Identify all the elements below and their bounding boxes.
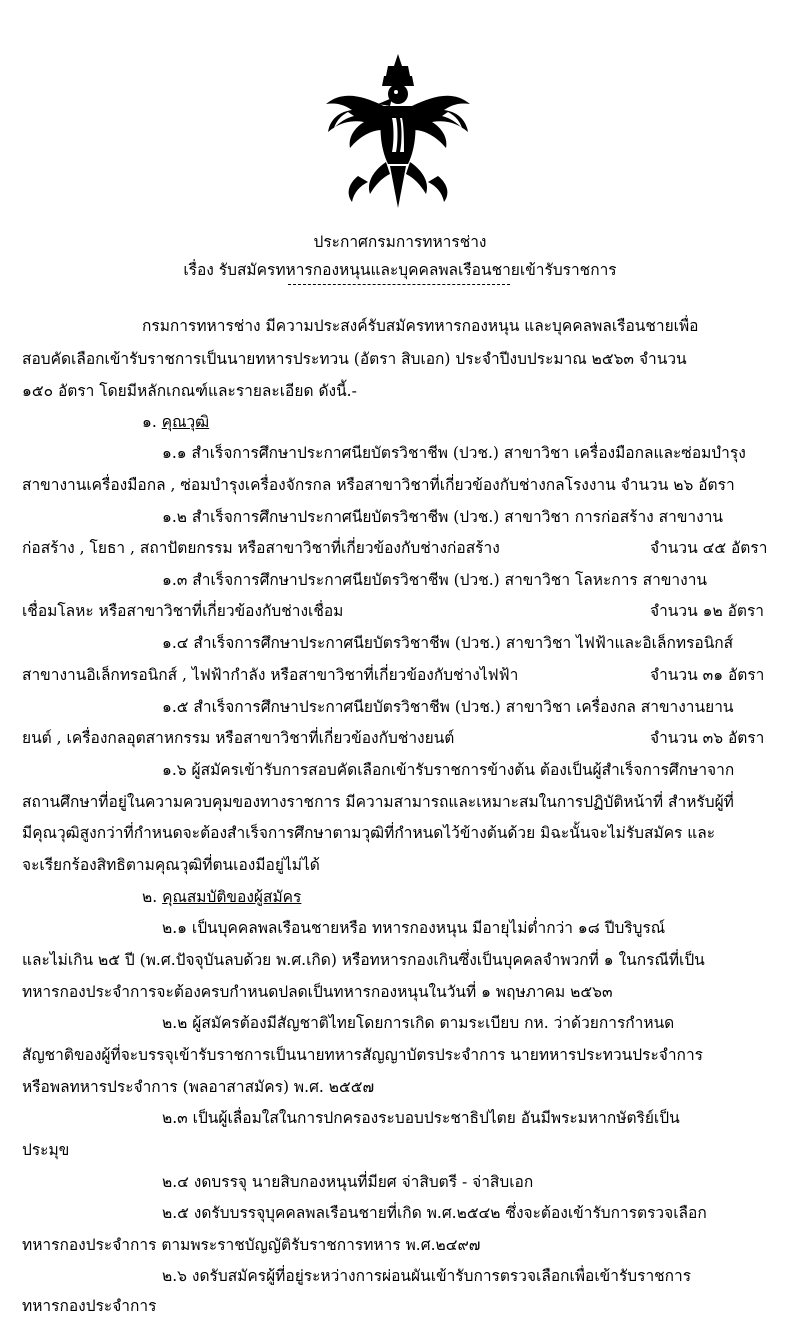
- item-2-6-line-1: ๒.๖ งดรับสมัครผู้ที่อยู่ระหว่างการผ่อนผันเข้ารับการตรวจเลือกเพื่อเข้ารับราชการ: [162, 1267, 692, 1285]
- item-1-6-line-3: มีคุณวุฒิสูงกว่าที่กำหนดจะต้องสำเร็จการศึกษาตามวุฒิที่กำหนดไว้ข้างต้นด้วย มิฉะนั้นจะไม่รับสมัคร และ: [22, 824, 716, 842]
- item-1-2-count: จำนวน ๔๕ อัตรา: [650, 539, 768, 557]
- section-2-title: คุณสมบัติของผู้สมัคร: [162, 888, 302, 906]
- item-1-3-count: จำนวน ๑๒ อัตรา: [650, 602, 764, 620]
- item-2-4-line-1: ๒.๔ งดบรรจุ นายสิบกองหนุนที่มียศ จ่าสิบตรี - จ่าสิบเอก: [162, 1173, 534, 1191]
- item-1-6-line-4: จะเรียกร้องสิทธิตามคุณวุฒิที่ตนเองมีอยู่ไม่ได้: [22, 856, 320, 874]
- item-2-2-line-3: หรือพลทหารประจำการ (พลอาสาสมัคร) พ.ศ. ๒๕๕๗: [22, 1078, 375, 1096]
- section-1-title: คุณวุฒิ: [161, 413, 210, 431]
- title-separator: [288, 284, 510, 285]
- item-2-3-line-2: ประมุข: [22, 1141, 70, 1159]
- section-1-number: ๑.: [142, 413, 157, 431]
- item-1-1-line-1: ๑.๑ สำเร็จการศึกษาประกาศนียบัตรวิชาชีพ (ปวช.) สาขาวิชา เครื่องมือกลและซ่อมบำรุง: [162, 444, 746, 462]
- item-2-2-line-2: สัญชาติของผู้ที่จะบรรจุเข้ารับราชการเป็นนายทหารสัญญาบัตรประจำการ นายทหารประทวนประจำการ: [22, 1046, 703, 1064]
- item-2-5-line-2: ทหารกองประจำการ ตามพระราชบัญญัติรับราชการทหาร พ.ศ.๒๔๙๗: [22, 1236, 481, 1254]
- item-2-1-line-3: ทหารกองประจำการจะต้องครบกำหนดปลดเป็นทหารกองหนุนในวันที่ ๑ พฤษภาคม ๒๕๖๓: [22, 983, 613, 1001]
- intro-line-3: ๑๕๐ อัตรา โดยมีหลักเกณฑ์และรายละเอียด ดังนี้.-: [22, 382, 357, 400]
- item-2-3-line-1: ๒.๓ เป็นผู้เลื่อมใสในการปกครองระบอบประชาธิปไตย อันมีพระมหากษัตริย์เป็น: [162, 1109, 680, 1127]
- item-1-2-line-2: ก่อสร้าง , โยธา , สถาปัตยกรรม หรือสาขาวิชาที่เกี่ยวข้องกับช่างก่อสร้าง: [22, 539, 500, 557]
- announcement-title: ประกาศกรมการทหารช่าง: [313, 233, 487, 251]
- item-1-5-line-2: ยนต์ , เครื่องกลอุตสาหกรรม หรือสาขาวิชาที่เกี่ยวข้องกับช่างยนต์: [22, 729, 455, 747]
- item-1-6-line-2: สถานศึกษาที่อยู่ในความควบคุมของทางราชการ มีความสามารถและเหมาะสมในการปฏิบัติหน้าที่ สำหรับผู้ที่: [22, 793, 734, 811]
- intro-line-2: สอบคัดเลือกเข้ารับราชการเป็นนายทหารประทวน (อัตรา สิบเอก) ประจำปีงบประมาณ ๒๕๖๓ จำนวน: [22, 350, 687, 368]
- item-2-6-line-2: ทหารกองประจำการ: [22, 1297, 157, 1315]
- item-1-4-line-2: สาขางานอิเล็กทรอนิกส์ , ไฟฟ้ากำลัง หรือสาขาวิชาที่เกี่ยวข้องกับช่างไฟฟ้า: [22, 666, 519, 684]
- item-1-6-line-1: ๑.๖ ผู้สมัครเข้ารับการสอบคัดเลือกเข้ารับราชการข้างต้น ต้องเป็นผู้สำเร็จการศึกษาจาก: [162, 761, 735, 779]
- item-1-4-line-1: ๑.๔ สำเร็จการศึกษาประกาศนียบัตรวิชาชีพ (ปวช.) สาขาวิชา ไฟฟ้าและอิเล็กทรอนิกส์: [162, 634, 734, 652]
- item-1-3-line-1: ๑.๓ สำเร็จการศึกษาประกาศนียบัตรวิชาชีพ (ปวช.) สาขาวิชา โลหะการ สาขางาน: [162, 571, 707, 589]
- item-1-1-line-2: สาขางานเครื่องมือกล , ซ่อมบำรุงเครื่องจักรกล หรือสาขาวิชาที่เกี่ยวข้องกับช่างกลโรงงาน จำนวน ๒๖ อัตรา: [22, 476, 735, 494]
- item-2-5-line-1: ๒.๕ งดรับบรรจุบุคคลพลเรือนชายที่เกิด พ.ศ.๒๕๔๒ ซึ่งจะต้องเข้ารับการตรวจเลือก: [162, 1204, 707, 1222]
- section-2-heading: [142, 887, 301, 907]
- item-1-5-count: จำนวน ๓๖ อัตรา: [650, 729, 765, 747]
- garuda-emblem-icon: [318, 52, 478, 212]
- section-2-number: ๒.: [142, 888, 158, 906]
- item-1-3-line-2: เชื่อมโลหะ หรือสาขาวิชาที่เกี่ยวข้องกับช่างเชื่อม: [22, 602, 344, 620]
- item-1-2-line-1: ๑.๒ สำเร็จการศึกษาประกาศนียบัตรวิชาชีพ (ปวช.) สาขาวิชา การก่อสร้าง สาขางาน: [162, 508, 724, 526]
- announcement-subject: เรื่อง รับสมัครทหารกองหนุนและบุคคลพลเรือนชายเข้ารับราชการ: [183, 261, 617, 279]
- item-2-1-line-1: ๒.๑ เป็นบุคคลพลเรือนชายหรือ ทหารกองหนุน มีอายุไม่ต่ำกว่า ๑๘ ปีบริบูรณ์: [162, 919, 666, 937]
- item-2-1-line-2: และไม่เกิน ๒๕ ปี (พ.ศ.ปัจจุบันลบด้วย พ.ศ.เกิด) หรือทหารกองเกินซึ่งเป็นบุคคลจำพวกที่ ๑ ในกรณีที่เป็น: [22, 951, 705, 969]
- item-2-2-line-1: ๒.๒ ผู้สมัครต้องมีสัญชาติไทยโดยการเกิด ตามระเบียบ กห. ว่าด้วยการกำหนด: [162, 1014, 675, 1032]
- item-1-4-count: จำนวน ๓๑ อัตรา: [650, 666, 765, 684]
- intro-line-1: กรมการทหารช่าง มีความประสงค์รับสมัครทหารกองหนุน และบุคคลพลเรือนชายเพื่อ: [142, 317, 699, 335]
- section-1-heading: [142, 412, 209, 432]
- item-1-5-line-1: ๑.๕ สำเร็จการศึกษาประกาศนียบัตรวิชาชีพ (ปวช.) สาขาวิชา เครื่องกล สาขางานยาน: [162, 698, 734, 716]
